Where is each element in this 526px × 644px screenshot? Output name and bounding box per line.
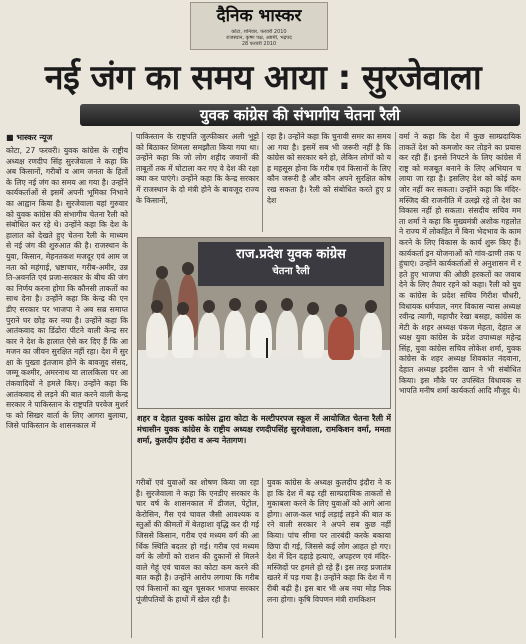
column-divider — [262, 478, 263, 638]
article-column-4: वर्मा ने कहा कि देश में कुछ साम्प्रदायिक ताकतें देश को कमजोर कर तोड़ने का प्रयास कर रही हैं। इनसे निपटने के लिए कांग्रेस में राष्ट्र को मजबूत बनाने के लिए अभियान चलाया जा रहा है। इसलिए देश को कोई कमजोर नहीं कर सकता। उन्होंने कहा कि मंदिर-मस्जिद की राजनीति में उलझे रहे तो देश का विकास नहीं हो सकता। संसदीय सचिव ममता शर्मा ने कहा कि मुख्यमंत्री अशोक गहलोत ने राज्य में लोकहित में बिना भेदभाव के काम करने के लिए विकास के कार्य शुरू किए हैं। कार्यकर्ता इन योजनाओं को गांव-ढाणी तक पहुंचाएं। उन्होंने कार्यकर्ताओं से अनुशासन में रहते हुए भाजपा की ओछी हरकतों का जवाब देने के लिए तैयार रहने को कहा। रैली को युवक कांग्रेस के प्रदेश सचिव गिरीश चौधरी, विधायक धर्मपाल, नगर विकास न्यास अध्यक्ष रवीन्द्र त्यागी, महापौर रेखा बसहा, कांग्रेस कमेटी के शहर अध्यक्ष पंकज मेहता, देहात अध्यक्ष युवा कांग्रेस के प्रदेश उपाध्यक्ष महेन्द्र सिंह, युवा कांग्रेस सचिव लोकेश शर्मा, युवक कांग्रेस के शहर अध्यक्ष शिवकांत नंदवाना, देहात अध्यक्ष इदरीस खान ने भी संबोधित किया। इस मौके पर उपस्थित विधायक सभापति मनीष शर्मा कार्यकर्ता आदि मौजूद थे। — [399, 132, 521, 396]
person-figure — [198, 312, 220, 358]
photo-caption: शहर व देहात युवक कांग्रेस द्वारा कोटा के मल्टीपरपज स्कूल में आयोजित चेतना रैली में मंचासीन युवक कांग्रेस के राष्ट्रीय अध्यक्ष रणदीपसिंह सुरजेवाला, रामकिशन वर्मा, ममता शर्मा, कुलदीप इंदौरा व अन्य नेतागण। — [137, 414, 391, 445]
article-column-3-top: रहा है। उन्होंने कहा कि चुनावी समर का समय आ गया है। इसमें सब भी जरूरी नहीं है कि कांग्रेस को सरकार बने हो, लेकिन लोगों को यह महसूस होना कि गरीब एवं किसानों के लिए कौन जरूरी है और कौन अपने सुरक्षित कोष रख सकता है। रैली को संबोधित करते हुए प्रदेश — [267, 132, 391, 205]
person-head — [156, 266, 168, 279]
person-head — [335, 304, 347, 317]
newspaper-logo: दैनिक भास्कर — [216, 6, 302, 26]
person-figure — [360, 312, 382, 358]
article-column-1: कोटा, 27 फरवरी। युवक कांग्रेस के राष्ट्रीय अध्यक्ष रणदीप सिंह सुरजेवाला ने कहा कि अब किसानों, गरीबों व आम जनता के हितों के लिए नई जंग का समय आ गया है। उन्होंने कार्यकर्ताओं से इसमें अपनी भूमिका निभाने का आह्वान किया है। सुरजेवाला यहां गुरुवार को युवक कांग्रेस की संभागीय चेतना रैली को संबोधित कर रहे थे। उन्होंने कहा कि देश के हालात को देखते हुए चेतना रैली के माध्यम से नई जंग की शुरुआत की है। राजस्थान के युवा, किसान, मेहनतकश मजदूर एवं आम जनता को महंगाई, भ्रष्टाचार, गरीब-अमीर, उन्नति-अवनति एवं प्रजा-सरकार के बीच की जंग का निर्णय करना होगा कि कौनसी ताकतों का साथ देना है। उन्होंने कहा कि केन्द्र की एनडीए सरकार पर भाजपा ने अब सब्र समाप्त पुराने घर छोड़ कर नया है। उन्होंने कहा कि आतंकवाद का डिंढोरा पीटने वाली केन्द्र सरकार ने देश के हालात ऐसे कर दिए हैं कि आमजन का जीवन सुरक्षित नहीं रहा। देश में सुरक्षा के पुख्ता इंतजाम होने के बावजूद संसद, जम्मू कश्मीर, अमरनाथ या लालकिला पर आतंकवादियों ने हमले किए। उन्होंने कहा कि आतंकवाद से लड़ने की बात करने वाली केन्द्र सरकार ने पाकिस्तान के राष्ट्रपति परवेज मुशर्रफ को सिखर वार्ता के लिए आगरा बुलाया, जिसे पाकिस्तान के शासनकाल में — [6, 146, 128, 431]
article-column-3-bottom: युवक कांग्रेस के अध्यक्ष कुलदीप इंदौरा ने कहा कि देश में बढ़ रही साम्प्रदायिक ताकतों से मुकाबला करने के लिए युवाओं को आगे आना होगा। आज-कल भाई लड़ाई लड़ने की बात करने वाली सरकार ने अपने सब कुछ नहीं किया। पांच सीमा पर तारबंदी करके बकाया छिपा दी गई, जिससे कई लोग आहत हो गए। देश में दिन दहाड़े हत्याएं, अपहरण एवं मंदिर-मस्जिदों पर हमले हो रहे हैं। इस तरह प्रजातंत्र खतरे में पड़ गया है। उन्होंने कहा कि देश में गरीबी बढ़ी है। इस बार भी अब नया मोड़ निकलना होगा। कृषि विपणन मंत्री रामकिशन — [267, 478, 391, 604]
person-figure — [302, 314, 324, 358]
person-head — [255, 300, 267, 313]
person-head — [203, 300, 215, 313]
headline: नई जंग का समय आया : सुरजेवाला — [44, 58, 482, 98]
masthead — [190, 2, 328, 50]
column-divider — [131, 132, 132, 638]
person-figure — [224, 310, 246, 358]
person-head — [307, 302, 319, 315]
person-figure — [172, 314, 194, 358]
microphone-icon — [266, 338, 268, 358]
person-figure — [250, 312, 272, 358]
person-head — [177, 302, 189, 315]
person-figure — [328, 316, 354, 360]
person-figure — [276, 310, 298, 358]
subheadline: युवक कांग्रेस की संभागीय चेतना रैली — [199, 106, 401, 124]
column-divider — [262, 132, 263, 232]
dais-table — [138, 350, 391, 409]
article-column-2-bottom: गरीबों एवं युवाओं का शोषण किया जा रहा है। सुरजेवाला ने कहा कि एनडीए सरकार के चार वर्ष के शासनकाल में डीजल, पेट्रोल, केरोसिन, गैस एवं चावल जैसी आवश्यक वस्तुओं की कीमतों में बेतहाशा वृद्धि कर दी गई जिससे किसान, गरीब एवं मध्यम वर्ग की आर्थिक स्थिति बदतर हो गई। गरीब एवं मध्यम वर्ग के लोगों को राशन की दुकानों से मिलने वाले गेहूं एवं चावल का कोटा कम करने की बात कही है। उन्होंने आरोप लगाया कि गरीब एवं किसानों का खून चूसकर भाजपा सरकार पूंजीपतियों के हाथों में खेल रही है। — [136, 478, 259, 604]
edition-line: 28 फरवरी 2010 — [241, 41, 277, 47]
column-divider — [395, 132, 396, 638]
person-head — [182, 262, 194, 275]
banner-subtext: चेतना रैली — [272, 266, 310, 277]
person-head — [229, 298, 241, 311]
banner-text: राज.प्रदेश युवक कांग्रेस — [236, 247, 346, 262]
edition-line: कोटा, शनिवार, फरवरी 2010 — [231, 29, 287, 35]
person-head — [281, 298, 293, 311]
person-head — [365, 300, 377, 313]
person-head — [151, 300, 163, 313]
edition-line: राजस्थान, कृष्ण पक्ष, अष्टमी, भद्रपद — [226, 35, 292, 41]
person-figure — [146, 312, 168, 358]
rally-photo — [137, 237, 391, 409]
news-desk-credit: ■ भास्कर न्यूज — [6, 133, 53, 142]
article-column-2-top: पाकिस्तान के राष्ट्रपति जुल्फीकार अली भुट्टो को बिठाकर शिमला समझौता किया गया था। उन्होंने कहा कि जो लोग शहीद जवानों की ताबूतों तक में घोटाला कर गए वे देश की रक्षा क्या कर पाएंगे। उन्होंने कहा कि केन्द्र सरकार में राजस्थान के दो मंत्री होने के बावजूद राज्य के किसानों, — [136, 132, 259, 205]
